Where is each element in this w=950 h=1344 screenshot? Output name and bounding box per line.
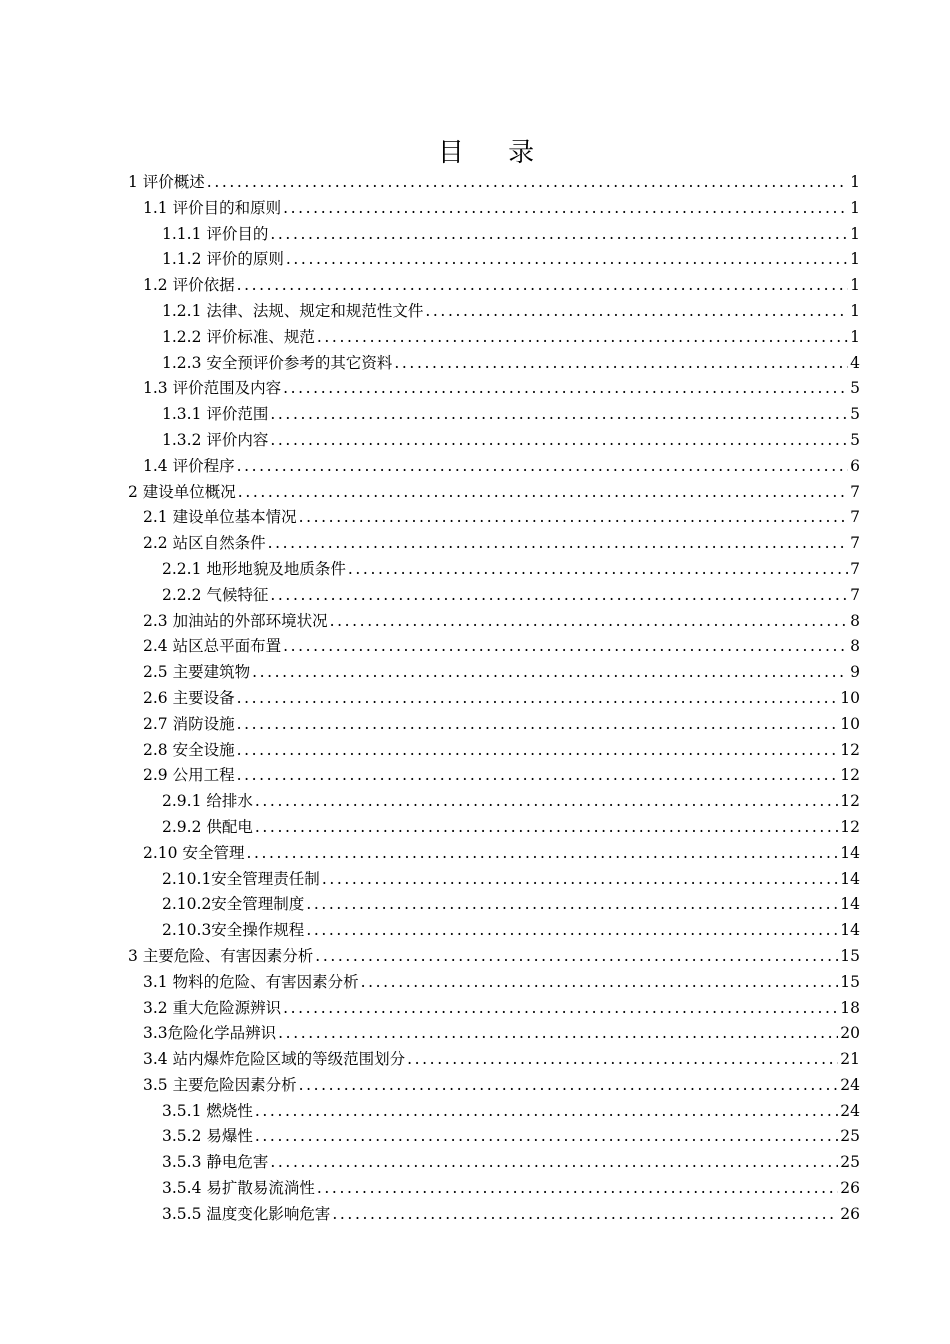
toc-entry-label: 2.10.2安全管理制度 <box>162 895 305 914</box>
toc-leader-dots <box>299 1073 839 1099</box>
toc-entry-page-number: 25 <box>840 1153 860 1172</box>
toc-entry[interactable] <box>128 480 860 506</box>
toc-entry-label: 1.2 评价依据 <box>143 276 235 295</box>
toc-entry-label: 1.3.2 评价内容 <box>162 430 269 449</box>
toc-leader-dots <box>237 454 849 480</box>
toc-entry-page-number: 12 <box>840 792 860 811</box>
toc-entry-page-number: 7 <box>850 559 860 578</box>
toc-leader-dots <box>283 996 838 1022</box>
toc-entry[interactable] <box>128 1124 860 1150</box>
toc-entry-page-number: 24 <box>840 1101 860 1120</box>
toc-leader-dots <box>283 376 848 402</box>
toc-entry[interactable] <box>128 763 860 789</box>
toc-leader-dots <box>306 892 838 918</box>
toc-entry[interactable] <box>128 970 860 996</box>
toc-leader-dots <box>270 402 848 428</box>
toc-leader-dots <box>255 789 838 815</box>
toc-leader-dots <box>317 1176 838 1202</box>
toc-entry-label: 2.9 公用工程 <box>143 766 235 785</box>
toc-leader-dots <box>237 712 839 738</box>
toc-entry-label: 3.5.4 易扩散易流淌性 <box>162 1179 315 1198</box>
toc-entry-label: 3.1 物料的危险、有害因素分析 <box>143 972 359 991</box>
toc-entry[interactable] <box>128 1202 860 1228</box>
toc-entry-label: 1.2.3 安全预评价参考的其它资料 <box>162 353 393 372</box>
toc-entry-page-number: 18 <box>840 998 860 1017</box>
toc-leader-dots <box>270 222 848 248</box>
toc-entry[interactable] <box>128 712 860 738</box>
toc-entry[interactable] <box>128 454 860 480</box>
toc-entry-label: 2.4 站区总平面布置 <box>143 637 282 656</box>
toc-entry[interactable] <box>128 170 860 196</box>
toc-leader-dots <box>270 1150 838 1176</box>
toc-entry-label: 3.2 重大危险源辨识 <box>143 998 282 1017</box>
toc-entry-label: 2.9.2 供配电 <box>162 817 253 836</box>
toc-leader-dots <box>207 170 848 196</box>
toc-entry-label: 3.5.1 燃烧性 <box>162 1101 253 1120</box>
toc-entry-page-number: 7 <box>850 508 860 527</box>
toc-entry-label: 1.2.2 评价标准、规范 <box>162 327 315 346</box>
toc-entry-label: 2.10.3安全操作规程 <box>162 921 305 940</box>
toc-entry-page-number: 1 <box>850 276 860 295</box>
toc-entry-page-number: 1 <box>850 224 860 243</box>
toc-entry[interactable] <box>128 1047 860 1073</box>
toc-leader-dots <box>270 583 848 609</box>
toc-entry-page-number: 14 <box>840 843 860 862</box>
table-of-contents <box>128 170 860 1228</box>
toc-entry-page-number: 7 <box>850 585 860 604</box>
toc-entry[interactable] <box>128 505 860 531</box>
toc-entry[interactable] <box>128 247 860 273</box>
toc-entry-label: 3.3危险化学品辨识 <box>143 1024 277 1043</box>
toc-entry-label: 3.4 站内爆炸危险区域的等级范围划分 <box>143 1050 406 1069</box>
toc-entry-page-number: 5 <box>850 379 860 398</box>
toc-entry-label: 3.5.2 易爆性 <box>162 1127 253 1146</box>
toc-entry[interactable] <box>128 609 860 635</box>
toc-entry-page-number: 15 <box>840 972 860 991</box>
toc-entry-page-number: 14 <box>840 895 860 914</box>
toc-entry[interactable] <box>128 325 860 351</box>
toc-entry-label: 2.10 安全管理 <box>143 843 245 862</box>
toc-entry[interactable] <box>128 892 860 918</box>
toc-leader-dots <box>270 428 848 454</box>
toc-entry-page-number: 9 <box>850 663 860 682</box>
toc-entry[interactable] <box>128 686 860 712</box>
toc-leader-dots <box>252 660 848 686</box>
toc-entry-label: 2.3 加油站的外部环境状况 <box>143 611 328 630</box>
toc-entry-label: 2.2.2 气候特征 <box>162 585 269 604</box>
toc-entry-page-number: 1 <box>850 301 860 320</box>
toc-entry[interactable] <box>128 1021 860 1047</box>
toc-leader-dots <box>332 1202 838 1228</box>
toc-leader-dots <box>394 351 848 377</box>
toc-entry[interactable] <box>128 1099 860 1125</box>
toc-entry-label: 1.1.1 评价目的 <box>162 224 269 243</box>
toc-entry-page-number: 26 <box>840 1204 860 1223</box>
toc-entry-page-number: 10 <box>840 688 860 707</box>
toc-leader-dots <box>238 480 848 506</box>
toc-leader-dots <box>407 1047 838 1073</box>
toc-entry-label: 1.2.1 法律、法规、规定和规范性文件 <box>162 301 424 320</box>
toc-entry[interactable] <box>128 841 860 867</box>
toc-entry-label: 2.6 主要设备 <box>143 688 235 707</box>
toc-entry[interactable] <box>128 299 860 325</box>
toc-entry-page-number: 8 <box>850 611 860 630</box>
toc-entry-label: 2.7 消防设施 <box>143 714 235 733</box>
toc-leader-dots <box>425 299 848 325</box>
toc-entry-page-number: 12 <box>840 817 860 836</box>
toc-leader-dots <box>268 531 849 557</box>
toc-entry-label: 2.2.1 地形地貌及地质条件 <box>162 559 346 578</box>
toc-leader-dots <box>322 867 838 893</box>
toc-entry-label: 3.5.3 静电危害 <box>162 1153 269 1172</box>
toc-entry-label: 2 建设单位概况 <box>128 482 236 501</box>
toc-entry-label: 3 主要危险、有害因素分析 <box>128 946 314 965</box>
toc-entry[interactable] <box>128 789 860 815</box>
toc-entry-page-number: 20 <box>840 1024 860 1043</box>
toc-entry-label: 2.5 主要建筑物 <box>143 663 251 682</box>
toc-entry-page-number: 6 <box>850 456 860 475</box>
toc-entry[interactable] <box>128 634 860 660</box>
toc-entry[interactable] <box>128 996 860 1022</box>
toc-entry[interactable] <box>128 273 860 299</box>
toc-entry-label: 1 评价概述 <box>128 173 205 191</box>
toc-entry-page-number: 24 <box>840 1075 860 1094</box>
toc-entry-page-number: 21 <box>840 1050 860 1069</box>
toc-entry-page-number: 4 <box>850 353 860 372</box>
toc-entry-page-number: 1 <box>850 173 860 191</box>
toc-entry-label: 3.5.5 温度变化影响危害 <box>162 1204 331 1223</box>
toc-entry[interactable] <box>128 944 860 970</box>
toc-leader-dots <box>348 557 848 583</box>
toc-entry[interactable] <box>128 428 860 454</box>
toc-entry[interactable] <box>128 738 860 764</box>
toc-entry-label: 1.3.1 评价范围 <box>162 405 269 424</box>
toc-entry[interactable] <box>128 918 860 944</box>
toc-entry-page-number: 1 <box>850 198 860 217</box>
toc-entry-page-number: 25 <box>840 1127 860 1146</box>
toc-leader-dots <box>306 918 838 944</box>
toc-entry-page-number: 1 <box>850 250 860 269</box>
toc-leader-dots <box>237 763 839 789</box>
toc-entry[interactable] <box>128 402 860 428</box>
toc-entry-label: 1.4 评价程序 <box>143 456 235 475</box>
toc-entry[interactable] <box>128 531 860 557</box>
toc-entry[interactable] <box>128 196 860 222</box>
toc-leader-dots <box>283 196 848 222</box>
toc-leader-dots <box>330 609 849 635</box>
toc-entry[interactable] <box>128 376 860 402</box>
toc-entry-page-number: 8 <box>850 637 860 656</box>
toc-entry-page-number: 5 <box>850 430 860 449</box>
toc-leader-dots <box>246 841 838 867</box>
page-title: 目 录 <box>437 138 553 168</box>
toc-leader-dots <box>237 273 849 299</box>
toc-entry[interactable] <box>128 660 860 686</box>
toc-leader-dots <box>361 970 839 996</box>
toc-leader-dots <box>255 1099 838 1125</box>
toc-entry-page-number: 5 <box>850 405 860 424</box>
toc-entry-page-number: 14 <box>840 869 860 888</box>
toc-entry-page-number: 12 <box>840 766 860 785</box>
toc-entry[interactable] <box>128 1073 860 1099</box>
toc-entry-label: 2.8 安全设施 <box>143 740 235 759</box>
toc-leader-dots <box>255 1124 838 1150</box>
toc-entry-label: 1.3 评价范围及内容 <box>143 379 282 398</box>
toc-leader-dots <box>237 738 839 764</box>
toc-entry-page-number: 26 <box>840 1179 860 1198</box>
toc-leader-dots <box>237 686 839 712</box>
toc-entry-page-number: 14 <box>840 921 860 940</box>
toc-leader-dots <box>315 944 838 970</box>
toc-leader-dots <box>317 325 848 351</box>
toc-entry-label: 3.5 主要危险因素分析 <box>143 1075 297 1094</box>
toc-entry-label: 2.9.1 给排水 <box>162 792 253 811</box>
toc-entry-page-number: 12 <box>840 740 860 759</box>
toc-leader-dots <box>278 1021 838 1047</box>
toc-entry[interactable] <box>128 815 860 841</box>
toc-entry[interactable] <box>128 351 860 377</box>
toc-entry[interactable] <box>128 1150 860 1176</box>
toc-entry[interactable] <box>128 583 860 609</box>
toc-leader-dots <box>283 634 848 660</box>
toc-entry[interactable] <box>128 867 860 893</box>
toc-entry-label: 1.1.2 评价的原则 <box>162 250 284 269</box>
toc-leader-dots <box>299 505 849 531</box>
toc-leader-dots <box>286 247 848 273</box>
toc-entry-label: 2.1 建设单位基本情况 <box>143 508 297 527</box>
toc-entry-page-number: 10 <box>840 714 860 733</box>
toc-entry[interactable] <box>128 1176 860 1202</box>
toc-entry-label: 1.1 评价目的和原则 <box>143 198 282 217</box>
toc-entry-page-number: 7 <box>850 482 860 501</box>
toc-entry-label: 2.10.1安全管理责任制 <box>162 869 320 888</box>
toc-entry-page-number: 7 <box>850 534 860 553</box>
toc-leader-dots <box>255 815 838 841</box>
toc-entry[interactable] <box>128 222 860 248</box>
toc-entry-label: 2.2 站区自然条件 <box>143 534 266 553</box>
toc-entry-page-number: 15 <box>840 946 860 965</box>
toc-entry-page-number: 1 <box>850 327 860 346</box>
toc-entry[interactable] <box>128 557 860 583</box>
